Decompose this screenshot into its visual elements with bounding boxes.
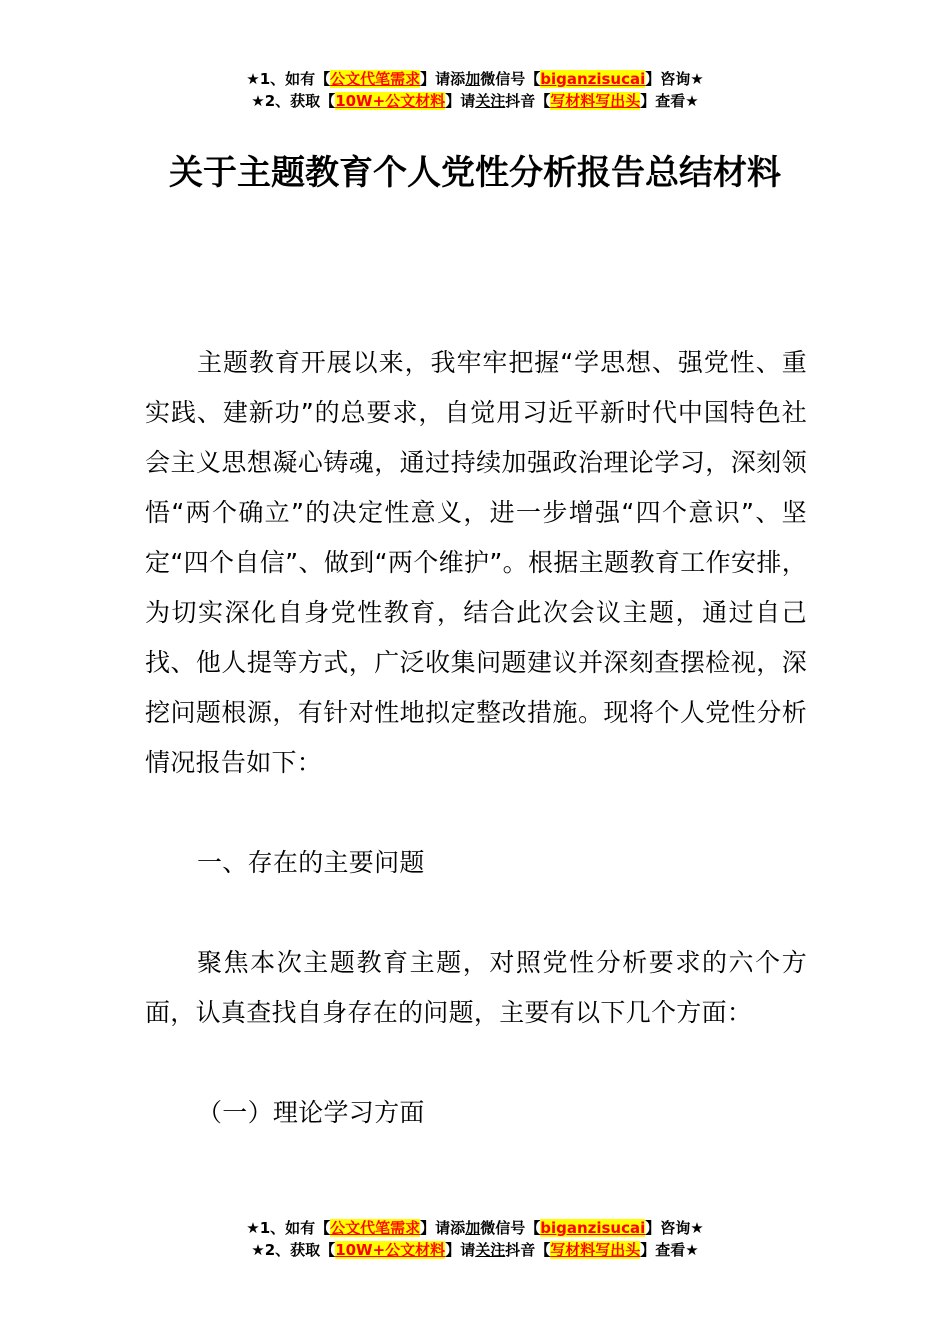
banner-text: 】咨询★ — [645, 1219, 704, 1237]
body-paragraph-intro — [145, 338, 807, 788]
paragraph-text: 聚焦本次主题教育主题，对照党性分析要求的六个方面，认真查找自身存在的问题，主要有以下几个方面： — [145, 948, 807, 1027]
banner-text: 抖音【 — [505, 1241, 551, 1259]
banner-text: 】请 — [445, 92, 476, 110]
banner-text: ★1、如有【 — [246, 1219, 331, 1237]
banner-underlined: 关注 — [475, 92, 506, 110]
banner-text: 】请添 — [420, 1219, 466, 1237]
banner-wechat-id: biganzisucai — [540, 70, 646, 88]
banner-text: ★1、如有【 — [246, 70, 331, 88]
top-banner — [0, 68, 950, 112]
banner-underlined: 加 — [465, 70, 481, 88]
banner-text: 】查看★ — [640, 1241, 699, 1259]
heading-text: （一）理论学习方面 — [197, 1098, 425, 1127]
banner-highlight: 10W+公文材料 — [335, 1241, 446, 1259]
section-heading-main-problems — [145, 838, 807, 888]
banner-line-1 — [0, 1217, 950, 1239]
banner-underlined: 关注 — [475, 1241, 506, 1259]
bottom-banner — [0, 1217, 950, 1261]
banner-underlined: 加 — [465, 1219, 481, 1237]
body-paragraph-focus — [145, 938, 807, 1038]
paragraph-text: 主题教育开展以来，我牢牢把握“学思想、强党性、重实践、建新功”的总要求，自觉用习近平新时代中国特色社会主义思想凝心铸魂，通过持续加强政治理论学习，深刻领悟“两个确立”的决定性意义，进一步增强“四个意识”、坚定“四个自信”、做到“两个维护”。根据主题教育工作安排，为切实深化自身党性教育，结合此次会议主题，通过自己找、他人提等方式，广泛收集问题建议并深刻查摆检视，深挖问题根源，有针对性地拟定整改措施。现将个人党性分析情况报告如下： — [145, 348, 807, 777]
banner-line-1 — [0, 68, 950, 90]
banner-douyin-account: 写材料写出头 — [550, 92, 641, 110]
banner-line-2 — [0, 90, 950, 112]
banner-text: ★2、获取【 — [251, 92, 336, 110]
banner-text: ★2、获取【 — [251, 1241, 336, 1259]
banner-highlight: 10W+公文材料 — [335, 92, 446, 110]
banner-douyin-account: 写材料写出头 — [550, 1241, 641, 1259]
banner-text: 抖音【 — [505, 92, 551, 110]
banner-text: 】咨询★ — [645, 70, 704, 88]
banner-highlight: 公文代笔需求 — [330, 1219, 421, 1237]
subsection-heading-theory-study — [145, 1088, 807, 1138]
banner-text: 微信号【 — [480, 1219, 541, 1237]
banner-line-2 — [0, 1239, 950, 1261]
banner-text: 】查看★ — [640, 92, 699, 110]
document-title: 关于主题教育个人党性分析报告总结材料 — [169, 153, 781, 193]
banner-highlight: 公文代笔需求 — [330, 70, 421, 88]
banner-wechat-id: biganzisucai — [540, 1219, 646, 1237]
heading-text: 一、存在的主要问题 — [197, 848, 425, 877]
banner-text: 】请添 — [420, 70, 466, 88]
banner-text: 微信号【 — [480, 70, 541, 88]
banner-text: 】请 — [445, 1241, 476, 1259]
